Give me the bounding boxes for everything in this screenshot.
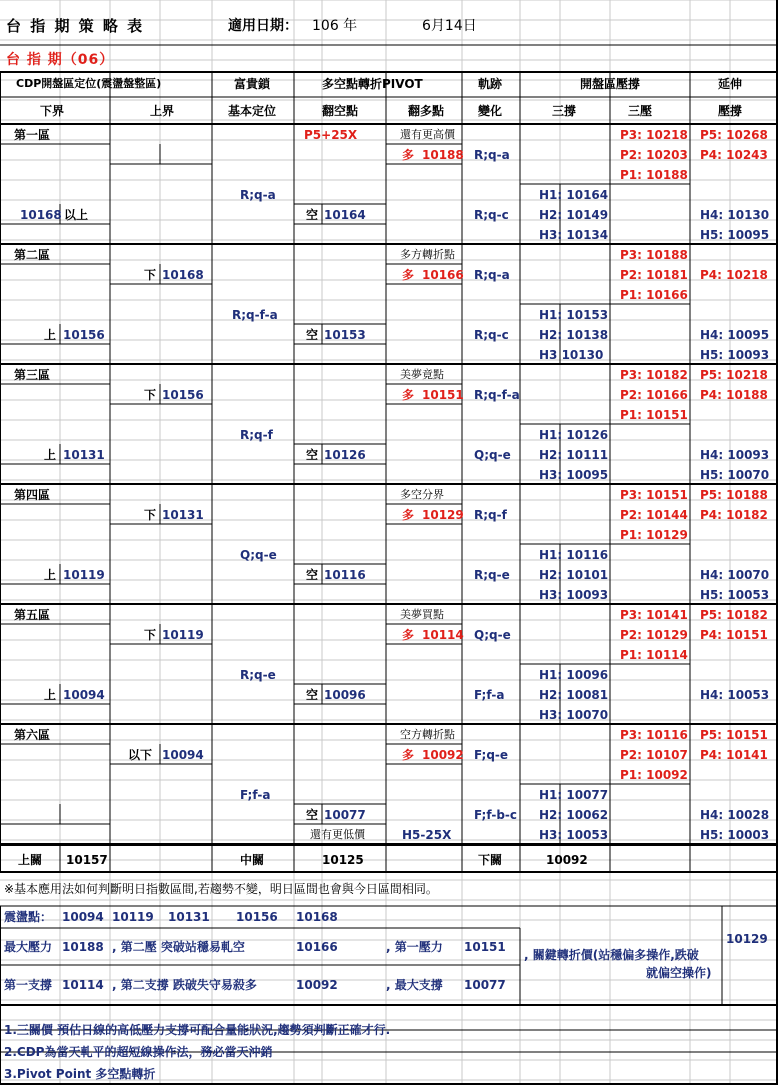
zone-p3: P3: 10188 (620, 248, 688, 262)
zone-ext-4: H5: 10093 (700, 348, 770, 362)
zone-short-keyword: 空 (306, 448, 319, 462)
key-turn-label-2: 就偏空操作) (646, 966, 712, 980)
zone-base: R;q-a (240, 188, 276, 202)
col-flip-short: 翻空點 (322, 104, 359, 118)
zone-base: F;f-a (240, 788, 271, 802)
zone-base: R;q-f (240, 428, 273, 442)
group-cdp: CDP開盤區定位(震盪盤整區) (16, 77, 162, 90)
osc-value-4: 10156 (236, 910, 278, 924)
zone-p1: P1: 10188 (620, 168, 688, 182)
zone-h1: H1: 10153 (539, 308, 609, 322)
zone-p3: P3: 10116 (620, 728, 688, 742)
zone-lower-label: 上 (44, 688, 57, 702)
zone-ext-4: H5: 10003 (700, 828, 770, 842)
gate-lower-label: 下關 (478, 853, 503, 867)
zone-p2: P2: 10144 (620, 508, 688, 522)
zone-short-value: 10153 (324, 328, 366, 342)
zone-p2: P2: 10166 (620, 388, 688, 402)
zone-h2: H2: 10149 (539, 208, 609, 222)
zone-lower-label: 上 (44, 328, 57, 342)
footnote-2: 2.CDP為當天軋平的超短線操作法，務必當天沖銷 (4, 1045, 273, 1059)
zone-long-note: 空方轉折點 (400, 728, 455, 741)
zone-upper-label: 以下 (128, 748, 153, 762)
osc-label: 震盪點： (4, 910, 53, 924)
zone-lower-suffix: 以上 (64, 208, 89, 222)
zone-ext-4: H5: 10095 (700, 228, 770, 242)
zone-ext-1: P5: 10268 (700, 128, 768, 142)
zone-ext-2: P4: 10218 (700, 268, 768, 282)
zone-ext-2: P4: 10243 (700, 148, 768, 162)
second-pressure-value: 10166 (296, 940, 338, 954)
zone-short-value: 10077 (324, 808, 366, 822)
zone-ext-3: H4: 10028 (700, 808, 770, 822)
zone-long-note: 多空分界 (400, 488, 444, 501)
max-support-label: , 最大支撐 (386, 978, 443, 992)
zone-p2: P2: 10203 (620, 148, 688, 162)
first-pressure-value: 10151 (464, 940, 506, 954)
zone-upper-value: 10094 (162, 748, 204, 762)
zone-h1: H1: 10116 (539, 548, 609, 562)
col-pressure3: 三壓 (628, 104, 653, 118)
zone-h1: H1: 10096 (539, 668, 609, 682)
zone-short-value: 10126 (324, 448, 366, 462)
zone-short-keyword: 空 (306, 328, 319, 342)
max-pressure-value: 10188 (62, 940, 104, 954)
key-turn-label: , 關鍵轉折價(站穩偏多操作,跌破 (524, 948, 699, 962)
zone-name: 第六區 (14, 728, 51, 742)
zone-upper-value: 10131 (162, 508, 204, 522)
zone-long-value: 10092 (422, 748, 464, 762)
zone-track-1: F;q-e (474, 748, 509, 762)
gate-upper-label: 上關 (18, 853, 43, 867)
zone-short-keyword: 空 (306, 688, 319, 702)
zone-short-note: 還有更低價 (310, 828, 365, 841)
zone-long-keyword: 多 (402, 508, 415, 522)
zone-p1: P1: 10114 (620, 648, 688, 662)
zone-name: 第三區 (14, 368, 51, 382)
col-flip-long: 翻多點 (408, 104, 445, 118)
zone-name: 第一區 (14, 128, 51, 142)
zone-ext-3: H4: 10093 (700, 448, 770, 462)
zone-long-note: 美夢買點 (400, 608, 444, 621)
zone-base: R;q-e (240, 668, 276, 682)
zone-upper-label: 下 (144, 268, 157, 282)
col-support3: 三撐 (552, 104, 577, 118)
group-extend: 延伸 (718, 77, 743, 91)
second-pressure-label: , 第二壓 突破站穩易軋空 (112, 940, 245, 954)
zone-track-2: R;q-e (474, 568, 510, 582)
zone-ext-1: P5: 10151 (700, 728, 768, 742)
zone-name: 第二區 (14, 248, 51, 262)
zone-ext-3: H4: 10053 (700, 688, 770, 702)
max-support-value: 10077 (464, 978, 506, 992)
zone-short-top: P5+25X (304, 128, 358, 142)
osc-value-1: 10094 (62, 910, 104, 924)
zone-lower-value: 10119 (63, 568, 105, 582)
zone-h2: H2: 10062 (539, 808, 609, 822)
zone-h3: H3: 10095 (539, 468, 609, 482)
zone-long-note: 多方轉折點 (400, 248, 455, 261)
zone-ext-2: P4: 10188 (700, 388, 768, 402)
date-value: 6月14日 (422, 18, 477, 34)
zone-ext-3: H4: 10070 (700, 568, 770, 582)
zone-p3: P3: 10151 (620, 488, 688, 502)
zone-lower-label: 上 (44, 448, 57, 462)
group-open-sr: 開盤區壓撐 (580, 77, 641, 91)
group-pivot: 多空點轉折PIVOT (322, 77, 423, 91)
zone-upper-value: 10119 (162, 628, 204, 642)
zone-p1: P1: 10092 (620, 768, 688, 782)
zone-lower-value: 10131 (63, 448, 105, 462)
zone-p2: P2: 10129 (620, 628, 688, 642)
zone-upper-value: 10156 (162, 388, 204, 402)
col-change: 變化 (478, 104, 503, 118)
zone-lower-label: 上 (44, 568, 57, 582)
zone-lower-value: 10156 (63, 328, 105, 342)
zone-long-keyword: 多 (402, 388, 415, 402)
zone-upper-value: 10168 (162, 268, 204, 282)
zone-ext-2: P4: 10141 (700, 748, 768, 762)
zone-short-keyword: 空 (306, 208, 319, 222)
zone-long-value: 10151 (422, 388, 464, 402)
zone-ext-4: H5: 10070 (700, 468, 770, 482)
zone-ext-3: H4: 10095 (700, 328, 770, 342)
zone-p2: P2: 10181 (620, 268, 688, 282)
zone-p3: P3: 10218 (620, 128, 688, 142)
osc-value-5: 10168 (296, 910, 338, 924)
col-base-position: 基本定位 (228, 104, 277, 118)
zone-long-note: 美夢竟點 (400, 368, 444, 381)
zone-upper-label: 下 (144, 628, 157, 642)
zone-long-keyword: 多 (402, 268, 415, 282)
zone-short-value: 10164 (324, 208, 366, 222)
zone-h3: H3: 10053 (539, 828, 609, 842)
first-pressure-label: , 第一壓力 (386, 940, 443, 954)
col-ext-pressure: 壓撐 (718, 104, 743, 118)
zone-short-keyword: 空 (306, 808, 319, 822)
zone-long-note: 還有更高價 (400, 128, 455, 141)
zone-p1: P1: 10151 (620, 408, 688, 422)
gate-upper-value: 10157 (66, 853, 108, 867)
zone-base: Q;q-e (240, 548, 277, 562)
zone-track-1: R;q-f (474, 508, 507, 522)
zone-track-1: R;q-f-a (474, 388, 520, 402)
second-support-value: 10092 (296, 978, 338, 992)
footnote-1: 1.三關價 預估日線的高低壓力支撐可配合量能狀況,趨勢須判斷正確才行. (4, 1023, 391, 1037)
footnote-3: 3.Pivot Point 多空點轉折 (4, 1067, 156, 1081)
zone-base: R;q-f-a (232, 308, 278, 322)
sheet-title: 台 指 期 策 略 表 (6, 17, 145, 35)
zone-track-1: R;q-a (474, 268, 510, 282)
zone-h1: H1: 10126 (539, 428, 609, 442)
zone-h3: H3: 10070 (539, 708, 609, 722)
group-track: 軌跡 (478, 77, 503, 91)
zone-ext-1: P5: 10188 (700, 488, 768, 502)
zone-short-value: 10096 (324, 688, 366, 702)
first-support-value: 10114 (62, 978, 104, 992)
zone-h1: H1: 10164 (539, 188, 609, 202)
zone-ext-2: P4: 10151 (700, 628, 768, 642)
gate-lower-value: 10092 (546, 853, 588, 867)
zone-track-2: R;q-c (474, 328, 509, 342)
zone-long-keyword: 多 (402, 748, 415, 762)
zone-p3: P3: 10141 (620, 608, 688, 622)
zone-long-value: 10129 (422, 508, 464, 522)
zone-track-1: R;q-a (474, 148, 510, 162)
zone-h2: H2: 10101 (539, 568, 609, 582)
zone-h2: H2: 10138 (539, 328, 609, 342)
max-pressure-label: 最大壓力 (4, 940, 53, 954)
zone-short-value: 10116 (324, 568, 366, 582)
zone-h1: H1: 10077 (539, 788, 609, 802)
second-support-label: , 第二支撐 跌破失守易殺多 (112, 978, 257, 992)
zone-upper-label: 下 (144, 388, 157, 402)
group-rich-lock: 富貴鎖 (234, 77, 271, 91)
zone-ext-1: P5: 10218 (700, 368, 768, 382)
zone-ext-1: P5: 10182 (700, 608, 768, 622)
zone-name: 第五區 (14, 608, 51, 622)
col-lower-bound: 下界 (40, 104, 65, 118)
zone-ext-4: H5: 10053 (700, 588, 770, 602)
zone-short-keyword: 空 (306, 568, 319, 582)
zone-long-value: 10166 (422, 268, 464, 282)
zone-track-2: F;f-a (474, 688, 505, 702)
zone-p3: P3: 10182 (620, 368, 688, 382)
zone-long-keyword: 多 (402, 148, 415, 162)
sheet-subtitle: 台 指 期（06） (6, 52, 115, 68)
zone-long-value: 10188 (422, 148, 464, 162)
zone-p1: P1: 10129 (620, 528, 688, 542)
zone-track-2: Q;q-e (474, 448, 511, 462)
zone-h3: H3: 10093 (539, 588, 609, 602)
osc-value-3: 10131 (168, 910, 210, 924)
zone-long-keyword: 多 (402, 628, 415, 642)
zone-track-1: Q;q-e (474, 628, 511, 642)
applicable-date-label: 適用日期： (228, 18, 298, 34)
zone-ext-3: H4: 10130 (700, 208, 770, 222)
zone-ext-2: P4: 10182 (700, 508, 768, 522)
zone-p1: P1: 10166 (620, 288, 688, 302)
zone-h2: H2: 10111 (539, 448, 609, 462)
zone-long-bottom: H5-25X (402, 828, 452, 842)
osc-value-2: 10119 (112, 910, 154, 924)
zone-h2: H2: 10081 (539, 688, 609, 702)
usage-note: ※基本應用法如何判斷明日指數區間,若趨勢不變，明日區間也會與今日區間相同。 (4, 882, 438, 896)
zone-track-2: R;q-c (474, 208, 509, 222)
zone-p2: P2: 10107 (620, 748, 688, 762)
col-upper-bound: 上界 (150, 104, 175, 118)
zone-h3: H3: 10134 (539, 228, 609, 242)
zone-h3: H3 10130 (539, 348, 604, 362)
zone-track-2: F;f-b-c (474, 808, 518, 822)
zone-upper-label: 下 (144, 508, 157, 522)
zone-lower-value: 10094 (63, 688, 105, 702)
year-value: 106 年 (312, 18, 358, 34)
gate-mid-label: 中關 (240, 853, 265, 867)
zone-name: 第四區 (14, 488, 51, 502)
zone-lower-value: 10168 (20, 208, 62, 222)
zone-long-value: 10114 (422, 628, 464, 642)
first-support-label: 第一支撐 (4, 978, 53, 992)
key-turn-value: 10129 (726, 932, 768, 946)
gate-mid-value: 10125 (322, 853, 364, 867)
